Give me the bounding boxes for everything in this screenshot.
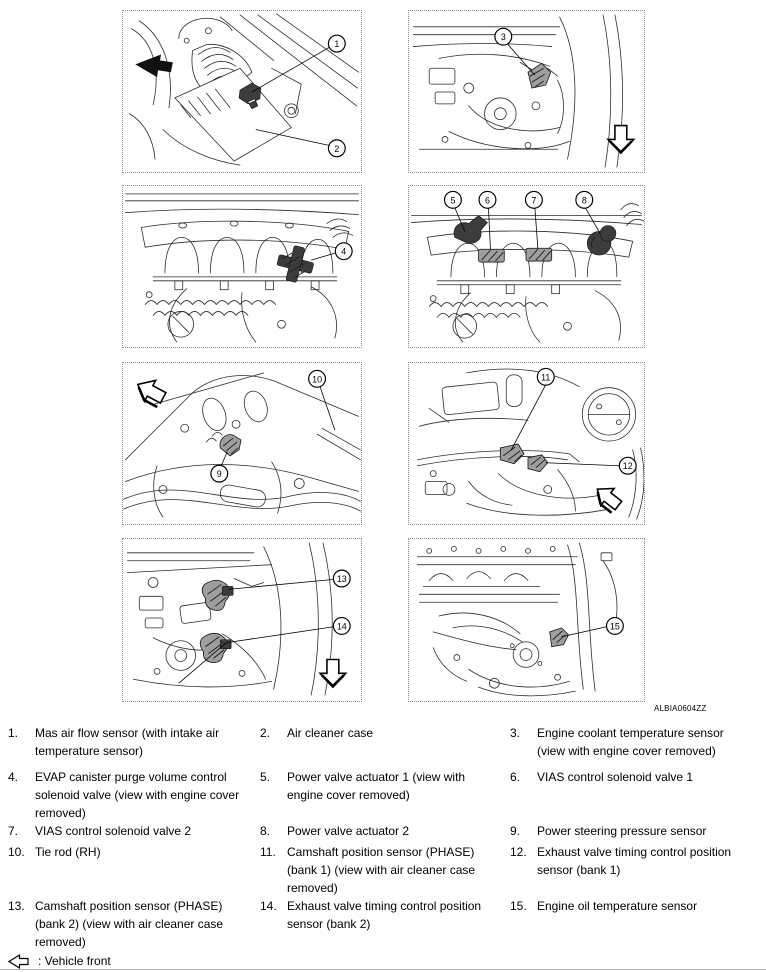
callout-1: [328, 35, 345, 52]
callout-14-number: 14: [336, 621, 347, 632]
callout-3: [495, 28, 512, 45]
callout-leader-line: [221, 452, 227, 466]
callout-leader-line: [507, 44, 535, 76]
legend-item-text: Camshaft position sensor (PHASE) (bank 2) (view with air cleaner case removed): [35, 899, 224, 949]
legend: [0, 724, 766, 970]
legend-item-text: Power valve actuator 1 (view with engine cover removed): [287, 770, 466, 802]
callout-5: [445, 191, 462, 208]
callout-leader-line: [535, 208, 538, 248]
legend-item-text: Mas air flow sensor (with intake air temperature sensor): [35, 726, 220, 758]
callout-8-number: 8: [581, 195, 587, 206]
legend-item-number: 6.: [510, 770, 521, 784]
callout-leader-line: [562, 627, 606, 637]
legend-row: [0, 843, 766, 897]
callout-3-number: 3: [500, 32, 506, 43]
legend-item-text: EVAP canister purge volume control solenoid valve (view with engine cover removed): [35, 770, 240, 820]
legend-item-text: Power valve actuator 2: [287, 824, 410, 838]
engine-diagram-panel-7: [122, 538, 362, 702]
callout-leader-line: [585, 208, 600, 234]
callout-5-number: 5: [450, 195, 456, 206]
vehicle-front-note: [0, 952, 766, 970]
callout-6: [479, 191, 496, 208]
callout-11: [537, 368, 554, 385]
callout-8: [576, 191, 593, 208]
legend-item-text: Engine oil temperature sensor: [537, 899, 698, 913]
legend-item-text: Tie rod (RH): [35, 845, 101, 859]
engine-line-art: [411, 204, 644, 343]
legend-item-number: 12.: [510, 845, 527, 859]
exhaust-timing-sensor-b2-highlight: [200, 633, 231, 662]
engine-diagram-panel-5: [122, 362, 362, 525]
vehicle-front-arrow-icon: [8, 954, 29, 969]
camshaft-sensor-b2-highlight: [202, 580, 233, 610]
legend-item-text: Engine coolant temperature sensor (view with engine cover removed): [537, 726, 724, 758]
vehicle-front-arrow-icon: [591, 481, 625, 515]
legend-item-number: 3.: [510, 726, 521, 740]
engine-diagram-panel-1: [122, 10, 362, 173]
legend-item-number: 10.: [8, 845, 25, 859]
engine-line-art: [127, 543, 332, 695]
callout-leader-line: [320, 387, 335, 430]
coolant-sensor-highlight: [528, 63, 551, 88]
callout-leader-line: [488, 208, 490, 249]
callout-leader-line: [179, 627, 333, 683]
legend-item-number: 13.: [8, 899, 25, 913]
legend-item-text: Exhaust valve timing control position sensor (bank 2): [287, 899, 482, 931]
callout-2-number: 2: [334, 143, 340, 154]
callout-11-number: 11: [541, 372, 551, 383]
engine-diagram-panel-2: [408, 10, 645, 173]
callout-10: [309, 370, 326, 387]
callout-13: [333, 570, 350, 587]
page-bottom-rule: [0, 969, 766, 970]
legend-item-text: VIAS control solenoid valve 1: [537, 770, 694, 784]
camshaft-sensor-highlight: [500, 444, 524, 464]
vias-valve-1-highlight: [479, 249, 505, 262]
callout-2: [328, 140, 345, 157]
engine-line-art: [413, 15, 622, 167]
callout-9: [211, 465, 228, 482]
direction-arrow-down-icon: [320, 660, 346, 688]
engine-diagram-panel-6: [408, 362, 645, 525]
legend-item-number: 11.: [260, 845, 276, 859]
callout-7-number: 7: [531, 195, 537, 206]
legend-item-text: Camshaft position sensor (PHASE) (bank 1) (view with air cleaner case removed): [287, 845, 476, 895]
vehicle-front-arrow-icon: [132, 374, 168, 408]
callout-10-number: 10: [312, 374, 323, 385]
legend-row: [0, 822, 766, 840]
callout-9-number: 9: [216, 469, 222, 480]
legend-item-number: 7.: [8, 824, 19, 838]
callout-4-number: 4: [341, 246, 347, 257]
ps-pressure-sensor-highlight: [220, 435, 241, 456]
legend-item-number: 4.: [8, 770, 19, 784]
legend-item-number: 2.: [260, 726, 271, 740]
callout-leader-line: [546, 463, 619, 466]
oil-temp-sensor-highlight: [550, 628, 569, 647]
callout-4: [335, 243, 352, 260]
vehicle-front-arrow-icon: [135, 54, 173, 77]
callout-14: [333, 618, 350, 635]
callout-7: [526, 191, 543, 208]
engine-diagram-panel-3: [122, 185, 362, 348]
legend-row: [0, 724, 766, 760]
direction-arrow-down-icon: [608, 126, 634, 154]
power-valve-actuator-2-highlight: [587, 226, 616, 256]
vehicle-front-label: : Vehicle front: [38, 954, 111, 968]
legend-item-number: 5.: [260, 770, 271, 784]
purge-valve-highlight: [274, 242, 317, 285]
legend-item-number: 1.: [8, 726, 19, 740]
engine-diagram-panel-8: [408, 538, 645, 702]
callout-12-number: 12: [622, 461, 633, 472]
callout-13-number: 13: [336, 573, 347, 584]
legend-row: [0, 897, 766, 951]
callout-15: [607, 618, 624, 635]
engine-diagram-panel-4: [408, 185, 645, 348]
callout-leader-line: [511, 385, 546, 450]
legend-item-text: Air cleaner case: [287, 726, 374, 740]
callout-6-number: 6: [485, 195, 490, 206]
figure-code: ALBIA0604ZZ: [654, 704, 707, 713]
legend-item-text: Power steering pressure sensor: [537, 824, 707, 838]
callout-12: [619, 457, 636, 474]
legend-item-number: 9.: [510, 824, 521, 838]
vias-valve-2-highlight: [526, 248, 552, 261]
engine-line-art: [125, 194, 358, 342]
legend-row: [0, 768, 766, 822]
callout-leader-line: [228, 580, 333, 590]
legend-item-text: Exhaust valve timing control position sensor (bank 1): [537, 845, 732, 877]
legend-item-number: 8.: [260, 824, 271, 838]
callout-1-number: 1: [334, 39, 340, 50]
legend-item-number: 15.: [510, 899, 527, 913]
callout-15-number: 15: [609, 621, 620, 632]
legend-item-number: 14.: [260, 899, 277, 913]
legend-item-text: VIAS control solenoid valve 2: [35, 824, 192, 838]
engine-line-art: [417, 543, 617, 696]
